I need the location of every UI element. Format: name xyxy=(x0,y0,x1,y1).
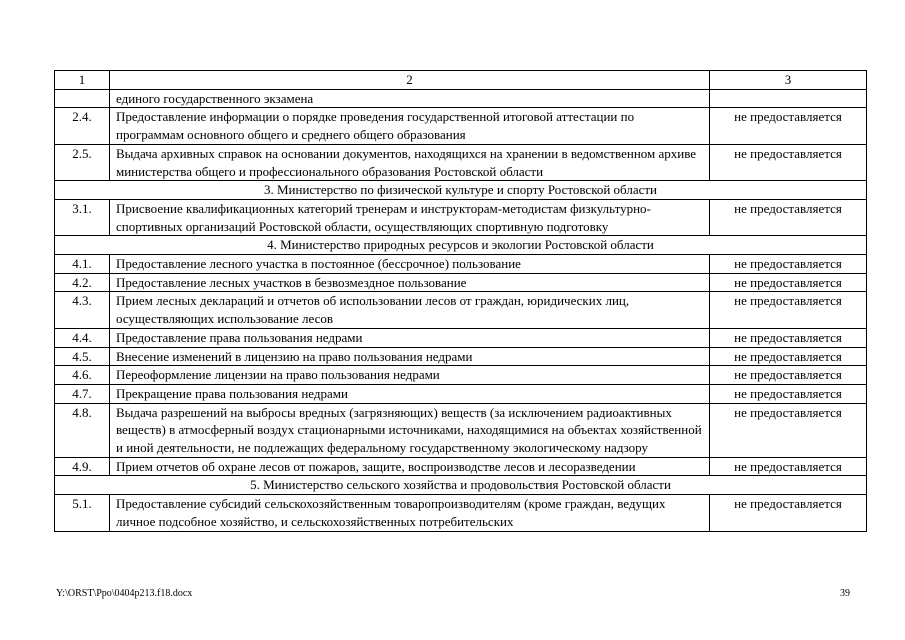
table-row xyxy=(55,384,867,403)
item-status: не предоставляется xyxy=(710,457,867,476)
item-number: 3.1. xyxy=(55,199,110,235)
section-row xyxy=(55,236,867,255)
item-number: 4.5. xyxy=(55,347,110,366)
item-status: не предоставляется xyxy=(710,255,867,274)
item-description: Выдача разрешений на выбросы вредных (загрязняющих) веществ (за исключением радиоактивных веществ) в атмосферный воздух стационарными источниками, находящимися на объектах хозяйственной и иной деятельности, не подлежащих федеральному государственному экологическому надзору xyxy=(110,403,710,457)
item-status: не предоставляется xyxy=(710,403,867,457)
item-number: 4.1. xyxy=(55,255,110,274)
item-number: 4.7. xyxy=(55,384,110,403)
item-description: Прекращение права пользования недрами xyxy=(110,384,710,403)
item-status: не предоставляется xyxy=(710,495,867,531)
item-description: Предоставление права пользования недрами xyxy=(110,328,710,347)
section-row xyxy=(55,476,867,495)
item-description: Предоставление субсидий сельскохозяйственным товаропроизводителям (кроме граждан, ведущих личное подсобное хозяйство, и сельскохозяйственных потребительских xyxy=(110,495,710,531)
item-status: не предоставляется xyxy=(710,366,867,385)
item-number: 4.6. xyxy=(55,366,110,385)
header-cell-1: 1 xyxy=(55,71,110,90)
table-row xyxy=(55,403,867,457)
item-status: не предоставляется xyxy=(710,273,867,292)
item-description: Предоставление лесного участка в постоянное (бессрочное) пользование xyxy=(110,255,710,274)
item-description: Предоставление лесных участков в безвозмездное пользование xyxy=(110,273,710,292)
item-status: не предоставляется xyxy=(710,347,867,366)
table-row xyxy=(55,457,867,476)
section-title: 4. Министерство природных ресурсов и экологии Ростовской области xyxy=(55,236,867,255)
item-description: Выдача архивных справок на основании документов, находящихся на хранении в ведомственном архиве министерства общего и профессионального образования Ростовской области xyxy=(110,144,710,180)
table-row xyxy=(55,199,867,235)
item-description: Внесение изменений в лицензию на право пользования недрами xyxy=(110,347,710,366)
item-status: не предоставляется xyxy=(710,328,867,347)
section-row xyxy=(55,181,867,200)
item-number: 4.3. xyxy=(55,292,110,328)
item-status: не предоставляется xyxy=(710,108,867,144)
table-row xyxy=(55,255,867,274)
table-row xyxy=(55,328,867,347)
item-number: 4.8. xyxy=(55,403,110,457)
item-number xyxy=(55,89,110,108)
table-row xyxy=(55,495,867,531)
services-table xyxy=(54,70,867,532)
table-row xyxy=(55,108,867,144)
section-title: 5. Министерство сельского хозяйства и продовольствия Ростовской области xyxy=(55,476,867,495)
table-row xyxy=(55,273,867,292)
table-row xyxy=(55,144,867,180)
table-row xyxy=(55,347,867,366)
item-status xyxy=(710,89,867,108)
item-number: 4.4. xyxy=(55,328,110,347)
item-number: 5.1. xyxy=(55,495,110,531)
item-description: единого государственного экзамена xyxy=(110,89,710,108)
table-row xyxy=(55,89,867,108)
table-row xyxy=(55,366,867,385)
header-row xyxy=(55,71,867,90)
item-status: не предоставляется xyxy=(710,199,867,235)
section-title: 3. Министерство по физической культуре и спорту Ростовской области xyxy=(55,181,867,200)
file-path: Y:\ORST\Ppo\0404p213.f18.docx xyxy=(56,588,193,599)
header-cell-2: 2 xyxy=(110,71,710,90)
item-description: Присвоение квалификационных категорий тренерам и инструкторам-методистам физкультурно-спортивных организаций Ростовской области, осуществляющих спортивную подготовку xyxy=(110,199,710,235)
item-description: Прием лесных деклараций и отчетов об использовании лесов от граждан, юридических лиц, осуществляющих использование лесов xyxy=(110,292,710,328)
item-status: не предоставляется xyxy=(710,384,867,403)
item-number: 4.9. xyxy=(55,457,110,476)
item-number: 4.2. xyxy=(55,273,110,292)
item-description: Прием отчетов об охране лесов от пожаров, защите, воспроизводстве лесов и лесоразведении xyxy=(110,457,710,476)
item-status: не предоставляется xyxy=(710,292,867,328)
table-row xyxy=(55,292,867,328)
page-number: 39 xyxy=(840,588,850,599)
header-cell-3: 3 xyxy=(710,71,867,90)
item-number: 2.4. xyxy=(55,108,110,144)
item-description: Предоставление информации о порядке проведения государственной итоговой аттестации по программам основного общего и среднего общего образования xyxy=(110,108,710,144)
item-status: не предоставляется xyxy=(710,144,867,180)
item-number: 2.5. xyxy=(55,144,110,180)
item-description: Переоформление лицензии на право пользования недрами xyxy=(110,366,710,385)
